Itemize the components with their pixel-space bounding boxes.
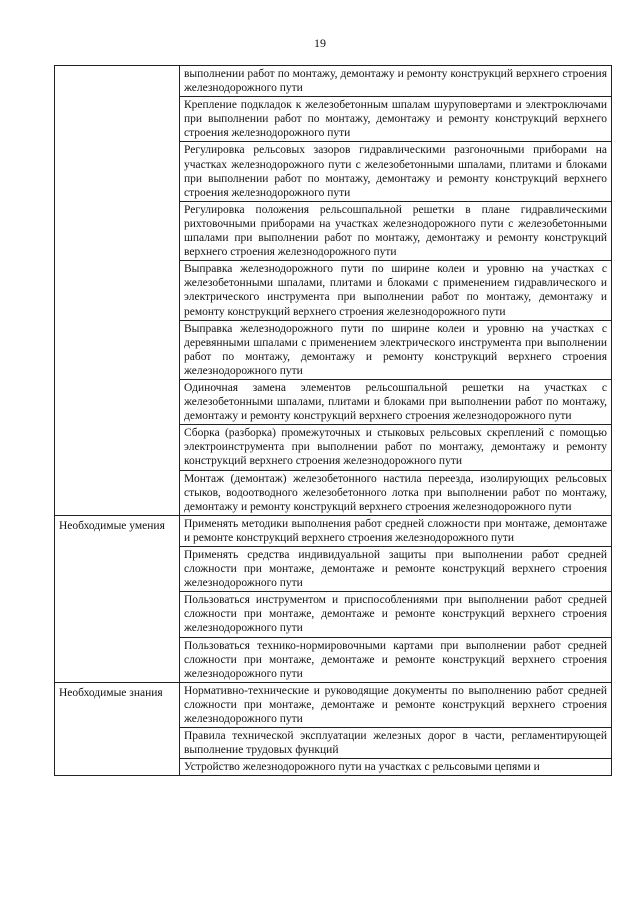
table-row <box>55 515 612 546</box>
table-cell: выполнении работ по монтажу, демонтажу и ремонту конструкций верхнего строения железнодорожного пути <box>180 66 612 97</box>
section-label-skills: Необходимые умения <box>59 519 165 532</box>
table-cell: Регулировка рельсовых зазоров гидравлическими разгоночными приборами на участках железнодорожного пути с железобетонными шпалами, плитами и блоками при выполнении работ по монтажу, демонтажу и ремонту конструкций верхнего строения железнодорожного пути <box>180 142 612 201</box>
table-cell: Пользоваться технико-нормировочными картами при выполнении работ средней сложности при монтаже, демонтаже и ремонте конструкций верхнего строения железнодорожного пути <box>180 637 612 682</box>
section-label-knowledge: Необходимые знания <box>59 686 163 699</box>
table-cell: Монтаж (демонтаж) железобетонного настила переезда, изолирующих рельсовых стыков, водоотводного железобетонного лотка при выполнении работ по монтажу, демонтажу и ремонту конструкций верхнего строения железнодорожного пути <box>180 470 612 515</box>
row-label-cell <box>55 66 180 516</box>
table-cell: Пользоваться инструментом и приспособлениями при выполнении работ средней сложности при монтаже, демонтаже и ремонте конструкций верхнего строения железнодорожного пути <box>180 592 612 637</box>
table-cell: Устройство железнодорожного пути на участках с рельсовыми цепями и <box>180 759 612 776</box>
section-label <box>59 67 175 69</box>
table-cell: Сборка (разборка) промежуточных и стыковых рельсовых скреплений с помощью электроинструмента при выполнении работ по монтажу, демонтажу и ремонту конструкций верхнего строения железнодорожного пути <box>180 425 612 470</box>
row-label-cell <box>55 515 180 682</box>
table-row <box>55 682 612 727</box>
table-cell: Применять средства индивидуальной защиты при выполнении работ средней сложности при монтаже, демонтаже и ремонте конструкций верхнего строения железнодорожного пути <box>180 547 612 592</box>
table-cell: Применять методики выполнения работ средней сложности при монтаже, демонтаже и ремонте конструкций верхнего строения железнодорожного пути <box>180 515 612 546</box>
competency-table <box>54 65 612 776</box>
table-cell: Крепление подкладок к железобетонным шпалам шуруповертами и электроключами при выполнении работ по монтажу, демонтажу и ремонту конструкций верхнего строения железнодорожного пути <box>180 97 612 142</box>
table-cell: Одиночная замена элементов рельсошпальной решетки на участках с железобетонными шпалами, плитами и блоками при выполнении работ по монтажу, демонтажу и ремонту конструкций верхнего строения железнодорожного пути <box>180 379 612 424</box>
table-cell: Выправка железнодорожного пути по ширине колеи и уровню на участках с железобетонными шпалами, плитами и блоками с применением гидравлического и электрического инструмента при выполнении работ по монтажу, демонтажу и ремонту конструкций верхнего строения железнодорожного пути <box>180 261 612 320</box>
table-row <box>55 66 612 97</box>
table-cell: Нормативно-технические и руководящие документы по выполнению работ средней сложности при монтаже, демонтаже и ремонте конструкций верхнего строения железнодорожного пути <box>180 682 612 727</box>
table-cell: Регулировка положения рельсошпальной решетки в плане гидравлическими рихтовочными приборами на участках железнодорожного пути с железобетонными шпалами при выполнении работ по монтажу, демонтажу и ремонту конструкций верхнего строения железнодорожного пути <box>180 201 612 260</box>
table-cell: Правила технической эксплуатации железных дорог в части, регламентирующей выполнение трудовых функций <box>180 728 612 759</box>
row-label-cell <box>55 682 180 776</box>
page-number: 19 <box>314 36 326 50</box>
table-cell: Выправка железнодорожного пути по ширине колеи и уровню на участках с деревянными шпалами с применением электрического инструмента при выполнении работ по монтажу, демонтажу и ремонту конструкций верхнего строения железнодорожного пути <box>180 320 612 379</box>
